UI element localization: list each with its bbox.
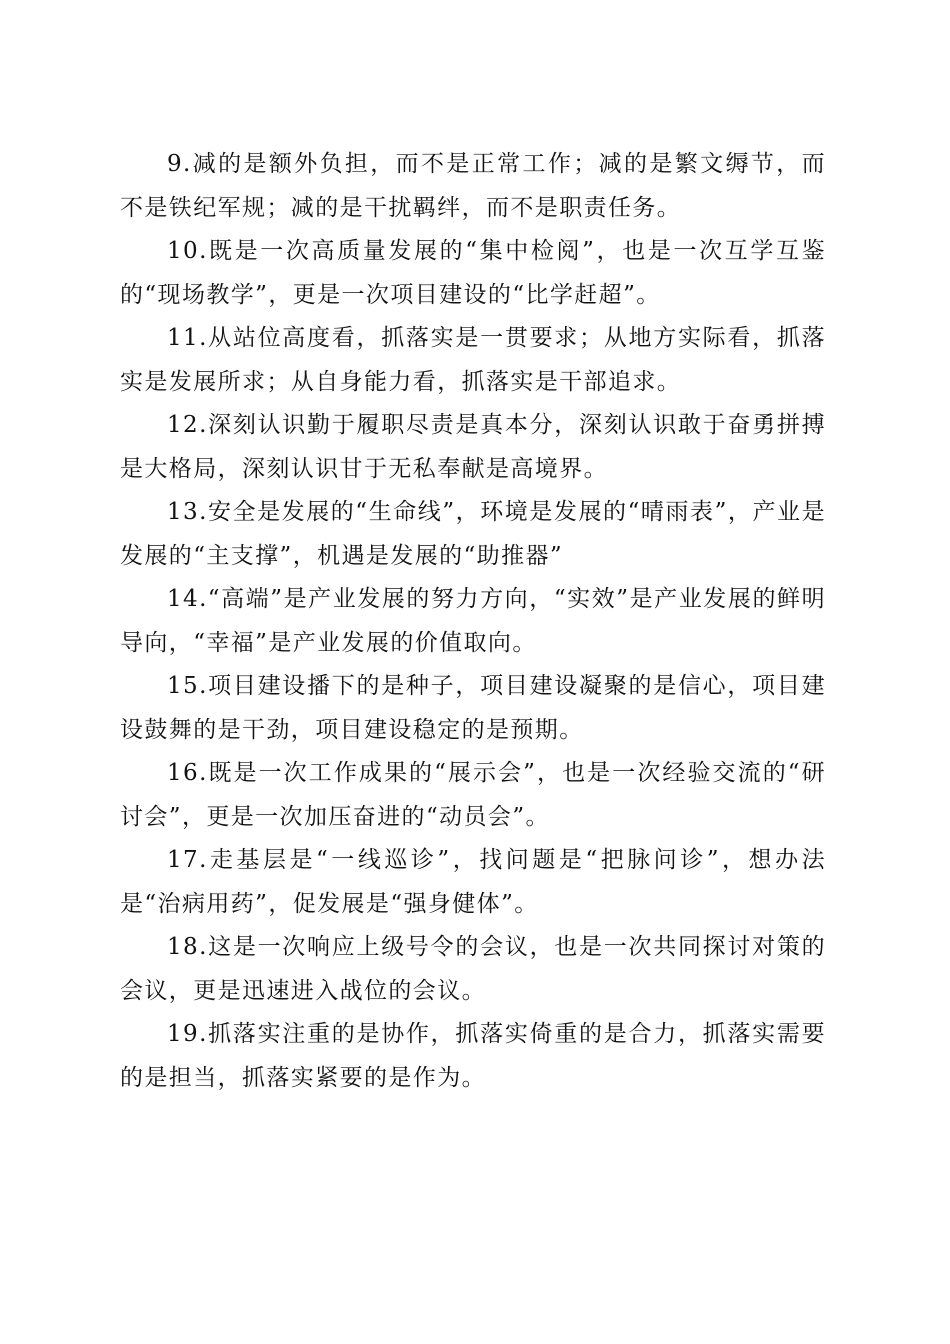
paragraph-18: 18.这是一次响应上级号令的会议，也是一次共同探讨对策的会议，更是迅速进入战位的会议。 (120, 934, 826, 1004)
paragraph-19: 19.抓落实注重的是协作，抓落实倚重的是合力，抓落实需要的是担当，抓落实紧要的是作为。 (120, 1021, 826, 1091)
paragraph-12: 12.深刻认识勤于履职尽责是真本分，深刻认识敢于奋勇拼搏是大格局，深刻认识甘于无私奉献是高境界。 (120, 412, 826, 482)
paragraph-16: 16.既是一次工作成果的“展示会”，也是一次经验交流的“研讨会”，更是一次加压奋进的“动员会”。 (120, 760, 826, 830)
paragraph-17: 17.走基层是“一线巡诊”，找问题是“把脉问诊”，想办法是“治病用药”，促发展是“强身健体”。 (120, 847, 826, 917)
paragraph-15: 15.项目建设播下的是种子，项目建设凝聚的是信心，项目建设鼓舞的是干劲，项目建设稳定的是预期。 (120, 673, 826, 743)
paragraph-9: 9.减的是额外负担，而不是正常工作；减的是繁文缛节，而不是铁纪军规；减的是干扰羁绊，而不是职责任务。 (120, 151, 826, 221)
paragraph-10: 10.既是一次高质量发展的“集中检阅”，也是一次互学互鉴的“现场教学”，更是一次项目建设的“比学赶超”。 (120, 238, 826, 308)
paragraph-13: 13.安全是发展的“生命线”，环境是发展的“晴雨表”，产业是发展的“主支撑”，机遇是发展的“助推器” (120, 499, 826, 569)
paragraph-14: 14.“高端”是产业发展的努力方向，“实效”是产业发展的鲜明导向，“幸福”是产业发展的价值取向。 (120, 586, 826, 656)
paragraph-11: 11.从站位高度看，抓落实是一贯要求；从地方实际看，抓落实是发展所求；从自身能力看，抓落实是干部追求。 (120, 325, 826, 395)
document-body (120, 143, 826, 1100)
